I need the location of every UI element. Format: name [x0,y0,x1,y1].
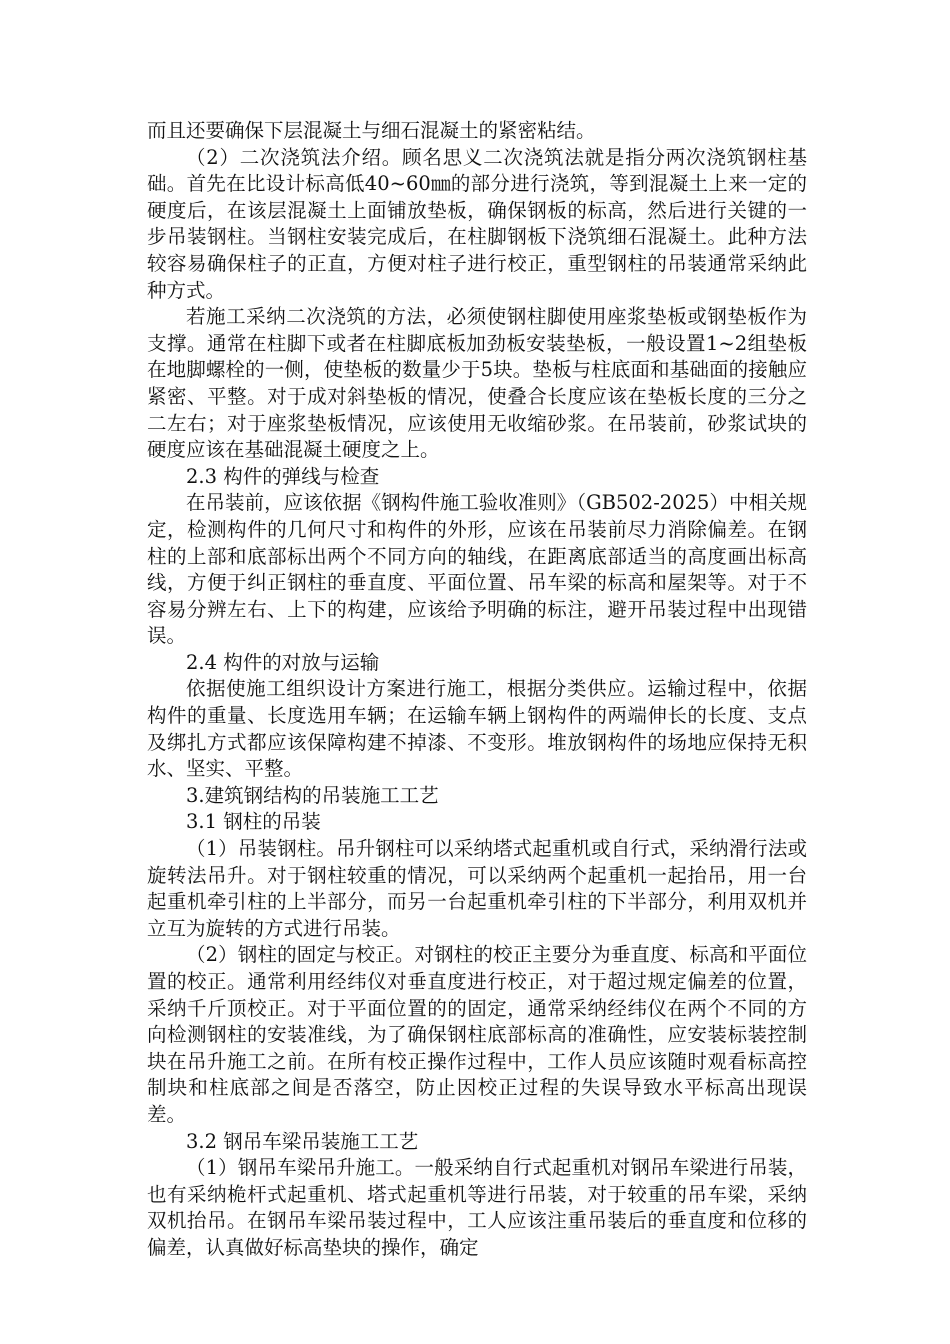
paragraph: （2）钢柱的固定与校正。对钢柱的校正主要分为垂直度、标高和平面位置的校正。通常利用经纬仪对垂直度进行校正，对于超过规定偏差的位置，采纳千斤顶校正。对于平面位置的的固定，通常采纳经纬仪在两个不同的方向检测钢柱的安装准线，为了确保钢柱底部标高的准确性，应安装标装控制块在吊升施工之前。在所有校正操作过程中，工作人员应该随时观看标高控制块和柱底部之间是否落空，防止因校正过程的失误导致水平标高出现误差。 [147,943,807,1126]
section-heading: 2.3 构件的弹线与检查 [186,464,380,488]
section-heading: 3.1 钢柱的吊装 [186,810,321,834]
document-body [147,118,807,1262]
section-heading: 2.4 构件的对放与运输 [186,650,380,674]
paragraph: （1）钢吊车梁吊升施工。一般采纳自行式起重机对钢吊车梁进行吊装，也有采纳桅杆式起重机、塔式起重机等进行吊装，对于较重的吊车梁，采纳双机抬吊。在钢吊车梁吊装过程中，工人应该注重吊装后的垂直度和位移的偏差，认真做好标高垫块的操作，确定 [147,1156,807,1259]
paragraph: （2）二次浇筑法介绍。顾名思义二次浇筑法就是指分两次浇筑钢柱基础。首先在比设计标高低40~60㎜的部分进行浇筑，等到混凝土上来一定的硬度后，在该层混凝土上面铺放垫板，确保钢板的标高，然后进行关键的一步吊装钢柱。当钢柱安装完成后，在柱脚钢板下浇筑细石混凝土。此种方法较容易确保柱子的正直，方便对柱子进行校正，重型钢柱的吊装通常采纳此种方式。 [147,145,807,302]
section-heading: 3.2 钢吊车梁吊装施工工艺 [186,1129,419,1153]
paragraph: 而且还要确保下层混凝土与细石混凝土的紧密粘结。 [147,119,596,142]
paragraph: 若施工采纳二次浇筑的方法，必须使钢柱脚使用座浆垫板或钢垫板作为支撑。通常在柱脚下或者在柱脚底板加劲板安装垫板，一般设置1~2组垫板在地脚螺栓的一侧，使垫板的数量少于5块。垫板与柱底面和基础面的接触应紧密、平整。对于成对斜垫板的情况，使叠合长度应该在垫板长度的三分之二左右；对于座浆垫板情况，应该使用无收缩砂浆。在吊装前，砂浆试块的硬度应该在基础混凝土硬度之上。 [147,305,807,462]
section-heading: 3.建筑钢结构的吊装施工工艺 [186,783,439,807]
paragraph: （1）吊装钢柱。吊升钢柱可以采纳塔式起重机或自行式，采纳滑行法或旋转法吊升。对于钢柱较重的情况，可以采纳两个起重机一起抬吊，用一台起重机牵引柱的上半部分，而另一台起重机牵引柱的下半部分，利用双机并立互为旋转的方式进行吊装。 [147,837,807,940]
paragraph: 依据使施工组织设计方案进行施工，根据分类供应。运输过程中，依据构件的重量、长度选用车辆；在运输车辆上钢构件的两端伸长的长度、支点及绑扎方式都应该保障构建不掉漆、不变形。堆放钢构件的场地应保持无积水、坚实、平整。 [147,677,807,781]
paragraph: 在吊装前，应该依据《钢构件施工验收准则》（GB502-2025）中相关规定，检测构件的几何尺寸和构件的外形，应该在吊装前尽力消除偏差。在钢柱的上部和底部标出两个不同方向的轴线，在距离底部适当的高度画出标高线，方便于纠正钢柱的垂直度、平面位置、吊车梁的标高和屋架等。对于不容易分辨左右、上下的构建，应该给予明确的标注，避开吊装过程中出现错误。 [147,491,807,648]
